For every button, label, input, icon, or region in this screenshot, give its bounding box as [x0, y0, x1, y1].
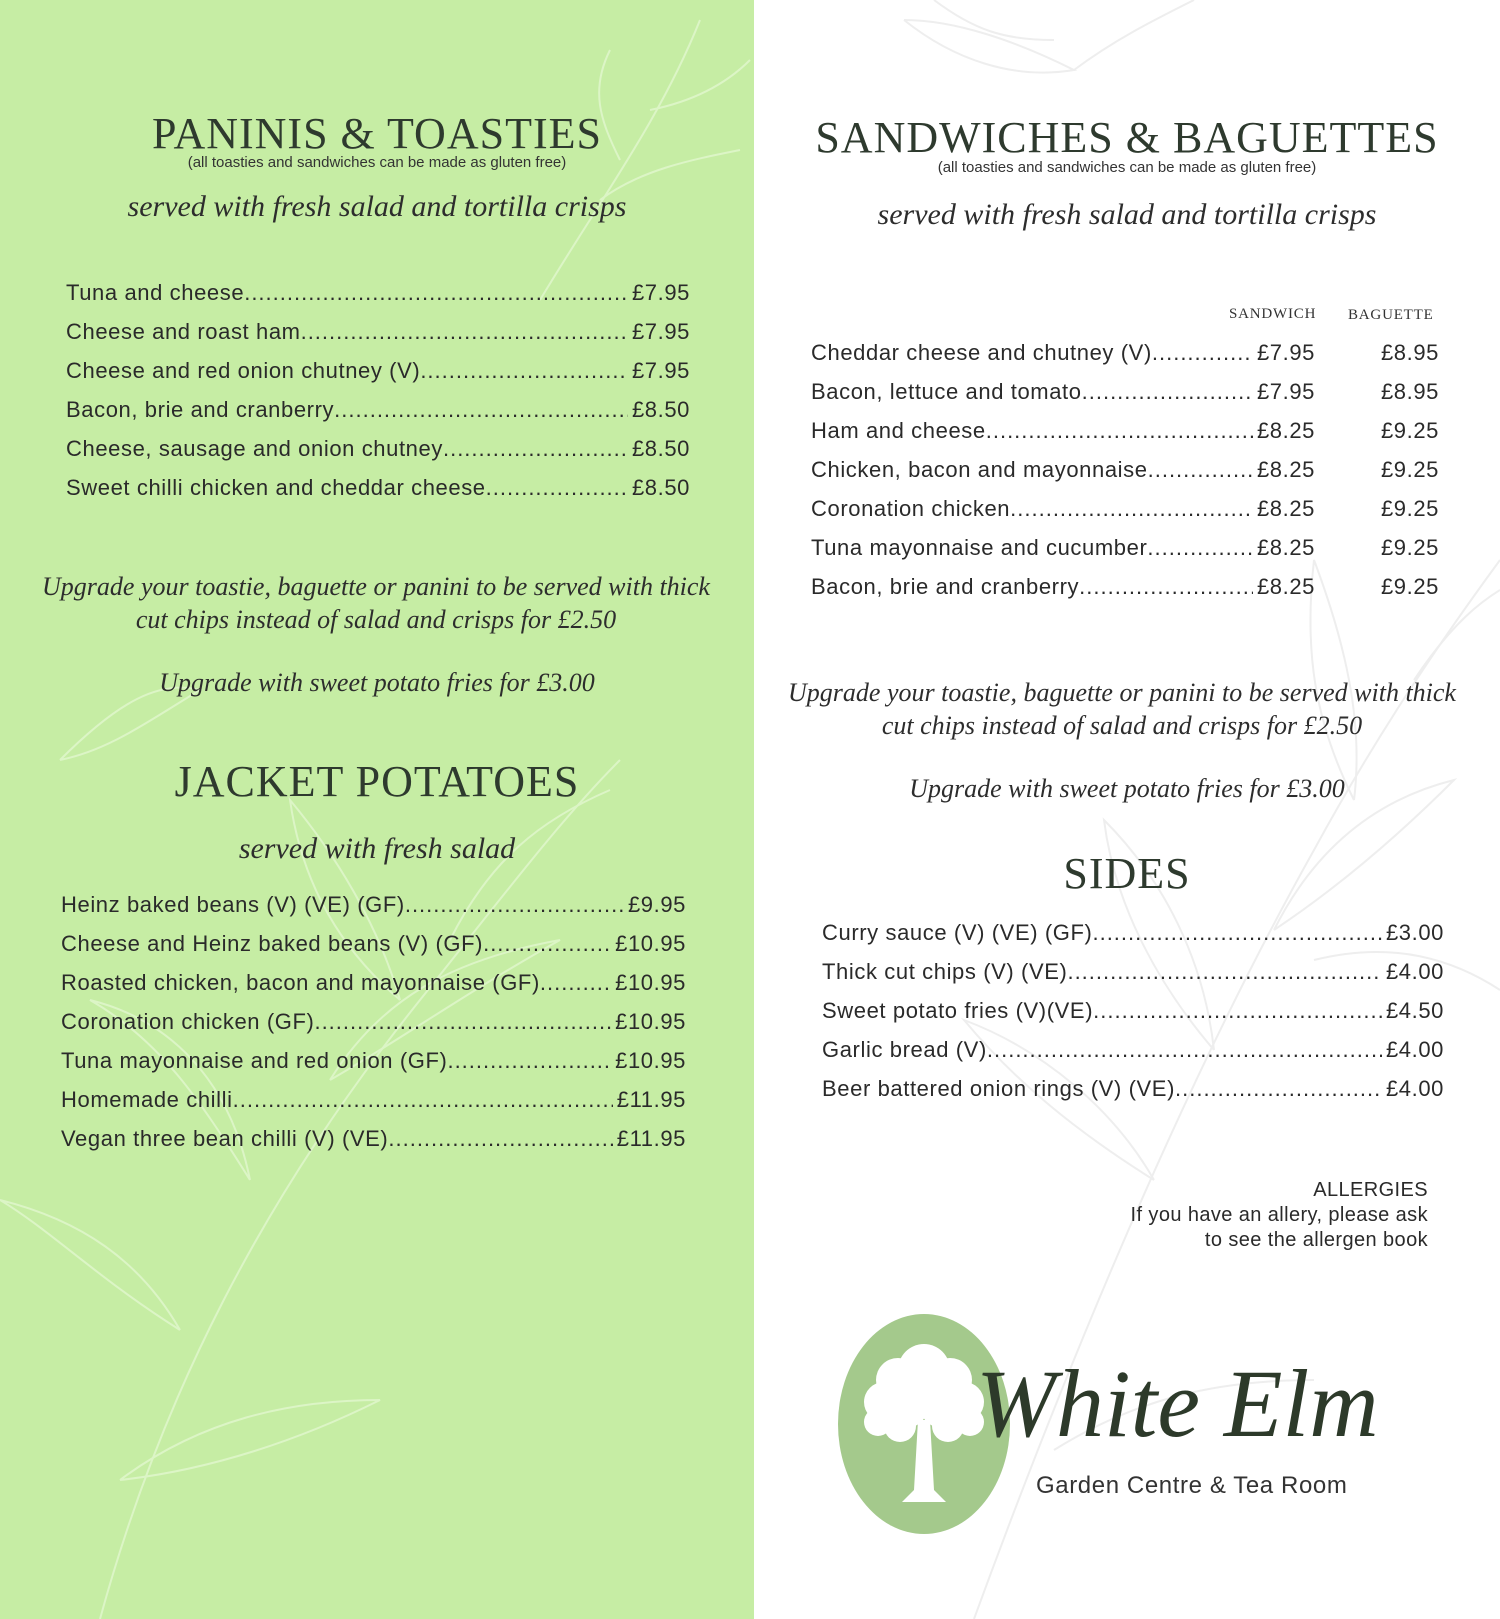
list-item: Cheese and Heinz baked beans (V) (GF) ..... £10.95: [61, 931, 686, 970]
paninis-title: PANINIS & TOASTIES: [152, 109, 602, 158]
list-item: Tuna mayonnaise and red onion (GF) ..... £10.95: [61, 1048, 686, 1087]
table-row: Coronation chicken ..... £8.25 £9.25: [811, 496, 1439, 535]
list-item: Sweet chilli chicken and cheddar cheese ..... £8.50: [66, 475, 690, 514]
table-row: Chicken, bacon and mayonnaise ..... £8.25 £9.25: [811, 457, 1439, 496]
sides-title: SIDES: [1063, 849, 1191, 898]
column-header-sandwich: SANDWICH: [1229, 306, 1317, 322]
column-header-baguette: BAGUETTE: [1348, 307, 1434, 323]
paninis-gluten-note: (all toasties and sandwiches can be made as gluten free): [187, 154, 567, 171]
list-item: Roasted chicken, bacon and mayonnaise (GF) ..... £10.95: [61, 970, 686, 1009]
logo-tagline: Garden Centre & Tea Room: [1036, 1472, 1348, 1499]
table-row: Bacon, brie and cranberry ..... £8.25 £9.25: [811, 574, 1439, 613]
paninis-served-with: served with fresh salad and tortilla crisps: [127, 190, 627, 223]
list-item: Bacon, brie and cranberry ..... £8.50: [66, 397, 690, 436]
table-row: Cheddar cheese and chutney (V) ..... £7.95 £8.95: [811, 340, 1439, 379]
upgrade-fries-note: Upgrade with sweet potato fries for £3.00: [909, 774, 1345, 803]
sandwiches-list: [811, 340, 1439, 613]
upgrade-chips-note: Upgrade your toastie, baguette or panini to be served with thick cut chips instead of salad and crisps for £2.50: [42, 572, 710, 634]
list-item: Cheese, sausage and onion chutney ..... £8.50: [66, 436, 690, 475]
sides-list: [822, 920, 1444, 1115]
list-item: Sweet potato fries (V)(VE) ..... £4.50: [822, 998, 1444, 1037]
paninis-list: [66, 280, 690, 514]
logo-name: White Elm: [976, 1350, 1379, 1457]
right-panel: [754, 0, 1500, 1619]
list-item: Curry sauce (V) (VE) (GF) ..... £3.00: [822, 920, 1444, 959]
list-item: Thick cut chips (V) (VE) ..... £4.00: [822, 959, 1444, 998]
list-item: Cheese and red onion chutney (V) ..... £7.95: [66, 358, 690, 397]
jacket-served-with: served with fresh salad: [238, 832, 516, 865]
allergies-line-1: If you have an allery, please ask: [1130, 1204, 1428, 1226]
list-item: Coronation chicken (GF) ..... £10.95: [61, 1009, 686, 1048]
jacket-list: [61, 892, 686, 1165]
sandwiches-gluten-note: (all toasties and sandwiches can be made as gluten free): [937, 159, 1317, 176]
upgrade-fries-note: Upgrade with sweet potato fries for £3.00: [159, 668, 595, 697]
allergies-title: ALLERGIES: [1313, 1179, 1428, 1201]
list-item: Beer battered onion rings (V) (VE) ..... £4.00: [822, 1076, 1444, 1115]
sandwiches-title: SANDWICHES & BAGUETTES: [815, 113, 1439, 162]
table-row: Ham and cheese ..... £8.25 £9.25: [811, 418, 1439, 457]
list-item: Cheese and roast ham ..... £7.95: [66, 319, 690, 358]
list-item: Heinz baked beans (V) (VE) (GF) ..... £9.95: [61, 892, 686, 931]
allergies-notice: [1131, 1178, 1428, 1253]
table-row: Bacon, lettuce and tomato ..... £7.95 £8.95: [811, 379, 1439, 418]
list-item: Garlic bread (V) ..... £4.00: [822, 1037, 1444, 1076]
list-item: Vegan three bean chilli (V) (VE) ..... £11.95: [61, 1126, 686, 1165]
table-row: Tuna mayonnaise and cucumber ..... £8.25 £9.25: [811, 535, 1439, 574]
allergies-line-2: to see the allergen book: [1204, 1229, 1428, 1251]
jacket-title: JACKET POTATOES: [174, 757, 580, 806]
sandwiches-served-with: served with fresh salad and tortilla crisps: [877, 198, 1377, 231]
list-item: Homemade chilli ..... £11.95: [61, 1087, 686, 1126]
list-item: Tuna and cheese ..... £7.95: [66, 280, 690, 319]
upgrade-chips-note: Upgrade your toastie, baguette or panini to be served with thick cut chips instead of salad and crisps for £2.50: [788, 678, 1456, 740]
